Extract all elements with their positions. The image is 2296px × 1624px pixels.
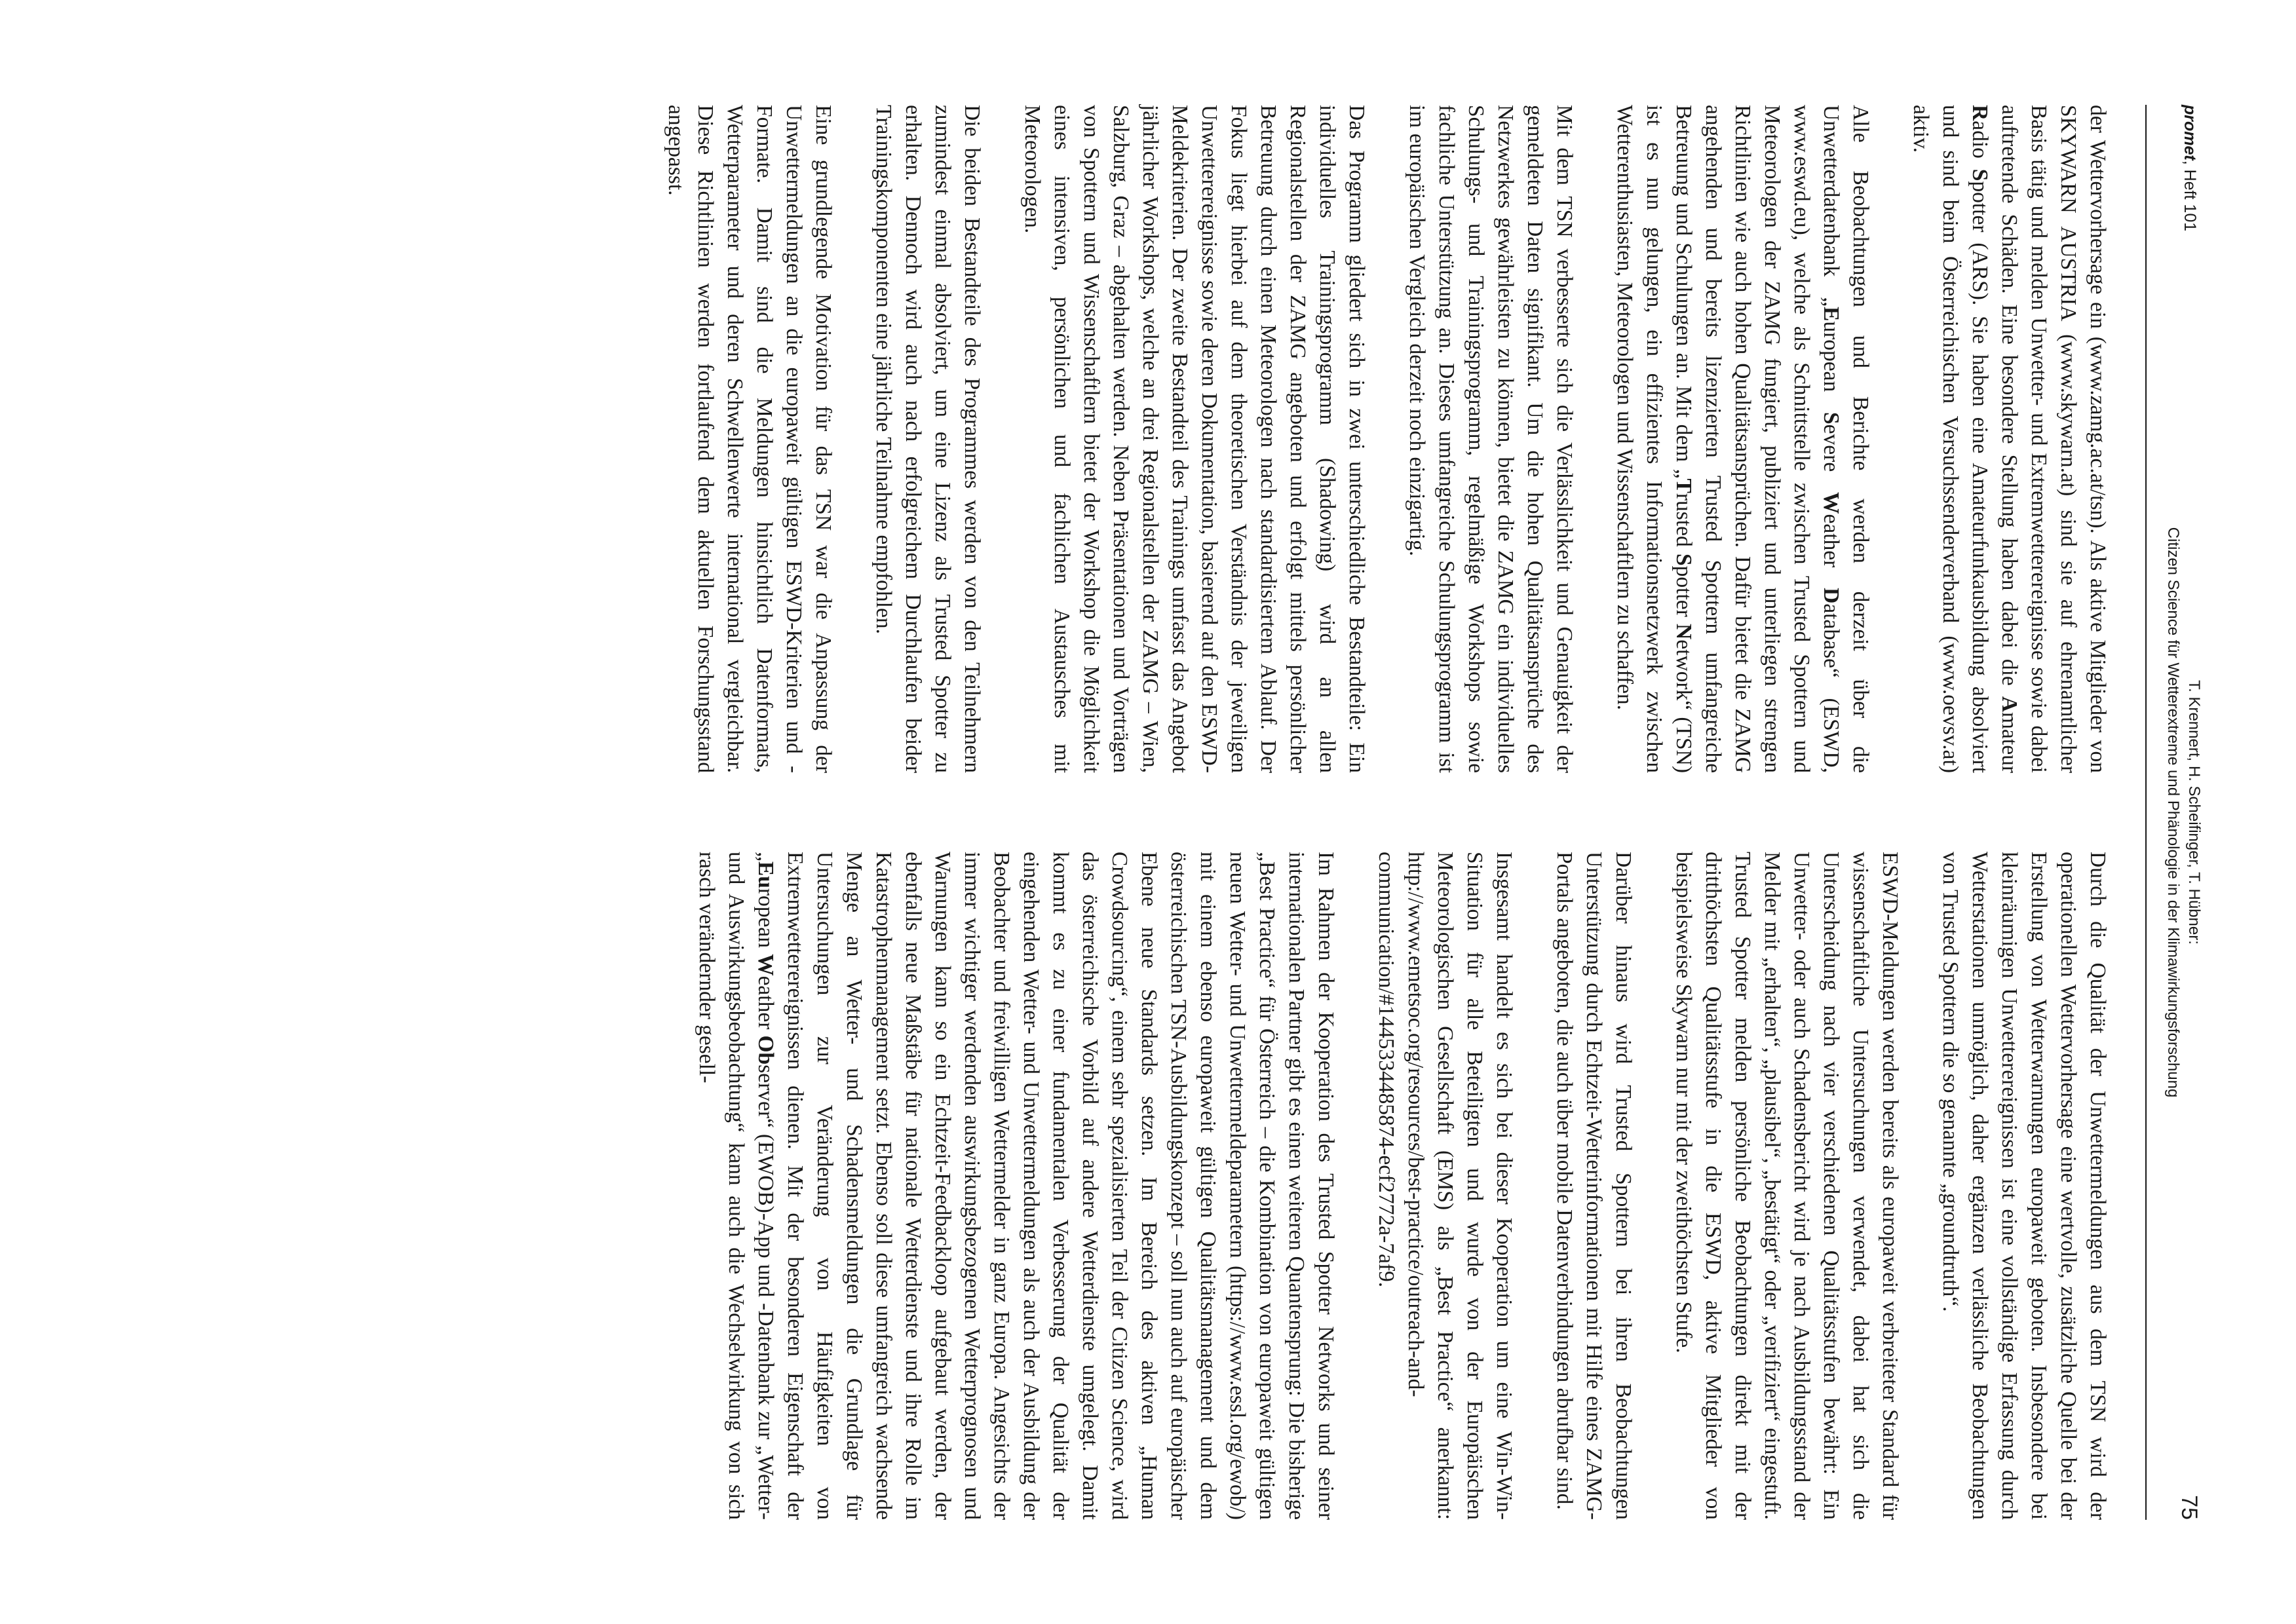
bold-text-run: W	[1819, 491, 1843, 514]
text-run: mateur	[1997, 711, 2021, 773]
bold-text-run: T	[1672, 478, 1696, 493]
text-run: potter	[1672, 565, 1696, 624]
journal-issue: , Heft 101	[2181, 160, 2199, 232]
text-run: Das Programm gliedert sich in zwei unterschiedliche Bestandteile: Ein individuelles Trainingsprogramm (Shadowing) wird an allen Regionalstellen der ZAMG angeboten und erfolgt mittels persönlicher Betreuung durch einen Meteorologen nach standardisiertem Ablauf. Der Fokus liegt hierbei auf dem theoretischen Verständnis der jeweiligen Unwetterereignisse sowie deren Dokumentation, basierend auf den ESWD-Meldekriterien. Der zweite Bestandteil des Trainings umfasst das Angebot jährlicher Workshops, welche an drei Regionalstellen der ZAMG – Wien, Salzburg, Graz – abgehalten werden. Neben Präsentationen und Vorträgen von Spottern und Wissenschaftlern bietet der Workshop die Möglichkeit eines intensiven, persönlichen und fachlichen Austausches mit Meteorologen.	[1020, 105, 1369, 773]
text-run: Mit dem TSN verbesserte sich die Verlässlichkeit und Genauigkeit der gemeldeten Daten signifikant. Um die hohen Qualitätsansprüche des Netzwerkes gewährleisten zu können, bietet die ZAMG ein individuelles Schulungs- und Trainingsprogramm, regelmäßige Workshops sowie fachliche Unterstützung an. Dieses umfangreiche Schulungsprogramm ist im europäischen Vergleich derzeit noch einzigartig.	[1405, 105, 1577, 773]
bold-text-run: Eu	[754, 861, 778, 888]
bold-text-run: S	[1672, 554, 1696, 566]
text-run: atabase“ (ESWD, www.eswd.eu), welche als Schnittstelle zwischen Trusted Spottern und Meteorologen der ZAMG fungiert, publiziert und unterliegen strengen Richtlinien wie auch hohen Qualitätsansprüchen. Dafür bietet die ZAMG angehenden und bereits lizenzierten Trusted Spottern umfangreiche Betreuung und Schulungen an. Mit dem „	[1672, 105, 1843, 773]
bold-text-run: W	[754, 954, 778, 976]
paragraph	[1669, 852, 1905, 1520]
page-number: 75	[2177, 1495, 2202, 1520]
paragraph	[1906, 105, 2113, 773]
text-run: potter (ARS). Sie haben eine Amateurfunkausbildung absolviert und sind beim Österreichischen Versuchssenderverband (www.oevsv.at) aktiv.	[1909, 105, 1992, 773]
text-run: Alle Beobachtungen und Berichte werden derzeit über die Unwetterdatenbank „	[1819, 105, 1873, 773]
journal-name: promet	[2181, 105, 2199, 161]
paragraph	[1371, 852, 1519, 1520]
paragraph	[1018, 105, 1371, 773]
bold-text-run: A	[1997, 696, 2021, 712]
left-text-column	[630, 105, 2113, 773]
bold-text-run: N	[1672, 624, 1696, 640]
text-run: ropean	[754, 888, 778, 954]
paragraph	[869, 105, 987, 773]
journal-reference	[2180, 105, 2199, 231]
text-run: Durch die Qualität der Unwettermeldungen aus dem TSN wird der operationellen Wettervorhersage eine wertvolle, zusätzliche Quelle bei der Erstellung von Wetterwarnungen europaweit geboten. Insbesondere bei kleinräumigen Unwetterereignissen ist eine vollständige Erfassung durch Wetterstationen unmöglich, daher ergänzen verlässliche Beobachtungen von Trusted Spottern die so genannte „groundtruth“.	[1938, 852, 2110, 1520]
paragraph	[1550, 852, 1638, 1520]
text-run: evere	[1819, 424, 1843, 492]
text-run: Insgesamt handelt es sich bei dieser Kooperation um eine Win-Win-Situation für alle Beteiligten und wurde von der Europäischen Meteorologischen Gesellschaft (EMS) als „Best Practice“ anerkannt: http://www.emetsoc.org/resources/best-practice/outreach-and-communication/#1445334485874-ecf2772a-7af9.	[1374, 852, 1516, 1520]
text-run: etwork“ (TSN) ist es nun gelungen, ein effizientes Informationsnetzwerk zwischen Wetterenthusiasten, Meteorologen und Wissenschaftlern zu schaffen.	[1613, 105, 1696, 774]
text-run: Die beiden Bestandteile des Programmes werden von den Teilnehmern zumindest einmal absolviert, um eine Lizenz als Trusted Spotter zu erhalten. Dennoch wird auch nach erfolgreichem Durchlaufen beider Trainingskomponenten eine jährliche Teilnahme empfohlen.	[871, 105, 984, 773]
text-run: adio	[1968, 121, 1992, 169]
paragraph	[1610, 105, 1875, 773]
bold-text-run: E	[1819, 306, 1843, 322]
article-authors: T. Krennert, H. Scheifinger, T. Hübner:	[2185, 680, 2203, 945]
text-run: Darüber hinaus wird Trusted Spottern bei ihren Beobachtungen Unterstützung durch Echtzeit-Wetterinformationen mit Hilfe eines ZAMG-Portals angeboten, die auch über mobile Datenverbindungen abrufbar sind.	[1552, 852, 1636, 1520]
text-run: server“ (EWOB)-App und -Datenbank zur „Wetter- und Auswirkungsbeobachtung“ kann auch die Wechselwirkung von sich rasch verändernder gesell-	[695, 852, 778, 1520]
text-run: Im Rahmen der Kooperation des Trusted Spotter Networks und seiner internationalen Partner gibt es einen weiteren Quantensprung: Die bisherige „Best Practice“ für Österreich – die Kombination von europaweit gültigen neuen Wetter- und Unwettermeldeparametern (https://www.essl.org/ewob/) mit einem ebenso europaweit gültigen Qualitätsmanagement und dem österreichischen TSN-Ausbildungskonzept – soll nun auch auf europäischer Ebene neue Standards setzen. Im Bereich des aktiven „Human Crowdsourcing“, einem sehr spezialisierten Teil der Citizen Science, wird das österreichische Vorbild auf andere Wetterdienste umgelegt. Damit kommt es zu einer fundamentalen Verbesserung der Qualität der eingehenden Wetter- und Unwettermeldungen als auch der Ausbildung der Beobachter und freiwilligen Wettermelder in ganz Europa. Angesichts der immer wichtiger werdenden auswirkungsbezogenen Wetterprognosen und Warnungen kann so ein Echtzeit-Feedbackloop aufgebaut werden, der ebenfalls neue Maßstäbe für nationale Wetterdienste und ihre Rolle im Katastrophenmanagement setzt. Ebenso soll diese umfangreich wachsende Menge an Wetter- und Schadensmeldungen die Grundlage für Untersuchungen zur Veränderung von Häufigkeiten von Extremwetterereignissen dienen. Mit der besonderen Eigenschaft der „	[754, 852, 1338, 1520]
bold-text-run: S	[1968, 168, 1992, 181]
bold-text-run: S	[1819, 412, 1843, 425]
article-title: Citizen Science für Wetterextreme und Phänologie in der Klimawirkungsforschung	[2164, 527, 2182, 1098]
text-run: Eine grundlegende Motivation für das TSN war die Anpassung der Unwettermeldungen an die europaweit gültigen ESWD-Kriterien und -Formate. Damit sind die Meldungen hinsichtlich Datenformats, Wetterparameter und deren Schwellenwerte international vergleichbar. Diese Richtlinien werden fortlaufend dem aktuellen Forschungsstand angepasst.	[664, 105, 835, 773]
text-run: eather	[754, 975, 778, 1036]
text-run: rusted	[1672, 493, 1696, 554]
paragraph	[692, 852, 1341, 1520]
paragraph	[1402, 105, 1579, 773]
article-header	[2162, 406, 2204, 1218]
bold-text-run: Ob	[754, 1035, 778, 1065]
paragraph	[1936, 852, 2113, 1520]
right-text-column	[661, 852, 2113, 1520]
text-run: ESWD-Meldungen werden bereits als europaweit verbreiteter Standard für wissenschaftliche Untersuchungen verwendet, dabei hat sich die Unterscheidung nach vier verschiedenen Qualitätsstufen bewährt: Ein Unwetter- oder auch Schadensbericht wird je nach Ausbildungsstand der Melder mit „erhalten“, „plausibel“, „bestätigt“ oder „verifiziert“ eingestuft. Trusted Spotter melden persönliche Beobachtungen direkt mit der dritthöchsten Qualitätsstufe in die ESWD, aktive Mitglieder von beispielsweise Skywarn nur mit der zweithöchsten Stufe.	[1672, 852, 1902, 1520]
bold-text-run: R	[1968, 105, 1992, 121]
paragraph	[661, 105, 838, 773]
text-run: uropean	[1819, 321, 1843, 413]
header-rule	[2145, 105, 2147, 1520]
text-run: eather	[1819, 514, 1843, 588]
running-header	[2139, 105, 2204, 1520]
bold-text-run: D	[1819, 588, 1843, 604]
text-run: der Wettervorhersage ein (www.zamg.ac.at/tsn). Als aktive Mitglieder von SKYWARN AUSTRIA (www.skywarn.at) sind sie auf ehrenamtlicher Basis tätig und melden Unwetter- und Extremwetterereignisse sowie dabei auftretende Schäden. Eine besondere Stellung haben dabei die	[1997, 105, 2110, 773]
